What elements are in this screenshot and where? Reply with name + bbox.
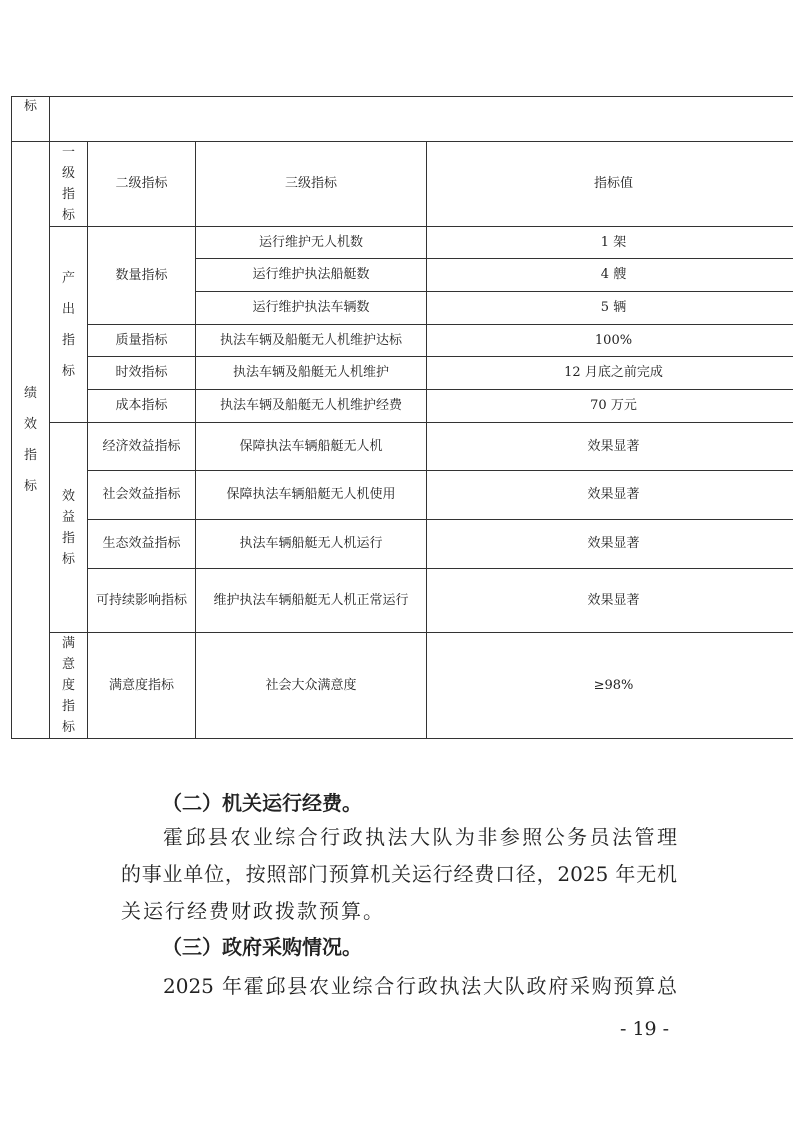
benefit-label-cell: 效益指标 <box>50 423 88 633</box>
benefit-sub-label: 可持续影响指标 <box>88 569 196 633</box>
quality-label: 质量指标 <box>88 325 196 357</box>
indicator-value: ≥98% <box>427 633 793 739</box>
paragraph-line: 霍邱县农业综合行政执法大队为非参照公务员法管理 <box>163 825 677 849</box>
benefit-sub-label: 社会效益指标 <box>88 471 196 520</box>
top-row-content <box>50 97 793 142</box>
satisfaction-label-cell: 满意度指标 <box>50 633 88 739</box>
satisfaction-sub-label: 满意度指标 <box>88 633 196 739</box>
indicator-name: 运行维护无人机数 <box>196 227 427 259</box>
performance-indicator-table <box>11 96 793 739</box>
section-heading: （二）机关运行经费。 <box>162 791 362 815</box>
indicator-name: 保障执法车辆船艇无人机使用 <box>196 471 427 520</box>
benefit-sub-label: 经济效益指标 <box>88 423 196 471</box>
indicator-name: 执法车辆及船艇无人机维护 <box>196 357 427 390</box>
indicator-value: 效果显著 <box>427 471 793 520</box>
indicator-value: 70 万元 <box>427 390 793 423</box>
indicator-value: 效果显著 <box>427 520 793 569</box>
top-row-label: 标 <box>12 97 50 142</box>
paragraph-line: 2025 年霍邱县农业综合行政执法大队政府采购预算总 <box>163 974 677 998</box>
indicator-value: 100% <box>427 325 793 357</box>
header-value: 指标值 <box>427 142 793 227</box>
indicator-value: 5 辆 <box>427 292 793 325</box>
indicator-name: 运行维护执法船艇数 <box>196 259 427 292</box>
output-label-cell: 产出指标 <box>50 227 88 423</box>
indicator-value: 1 架 <box>427 227 793 259</box>
indicator-name: 执法车辆船艇无人机运行 <box>196 520 427 569</box>
quantity-label: 数量指标 <box>88 227 196 325</box>
group-label-cell <box>12 142 50 739</box>
page-number: - 19 - <box>620 1018 670 1040</box>
group-label: 绩效指标 <box>24 386 38 494</box>
header-level2: 二级指标 <box>88 142 196 227</box>
indicator-name: 执法车辆及船艇无人机维护经费 <box>196 390 427 423</box>
indicator-value: 效果显著 <box>427 569 793 633</box>
indicator-name: 社会大众满意度 <box>196 633 427 739</box>
indicator-value: 12 月底之前完成 <box>427 357 793 390</box>
timeliness-label: 时效指标 <box>88 357 196 390</box>
section-heading: （三）政府采购情况。 <box>162 935 362 959</box>
indicator-name: 运行维护执法车辆数 <box>196 292 427 325</box>
cost-label: 成本指标 <box>88 390 196 423</box>
indicator-name: 保障执法车辆船艇无人机 <box>196 423 427 471</box>
paragraph-line: 关运行经费财政拨款预算。 <box>121 899 385 923</box>
indicator-name: 维护执法车辆船艇无人机正常运行 <box>196 569 427 633</box>
benefit-sub-label: 生态效益指标 <box>88 520 196 569</box>
header-level3: 三级指标 <box>196 142 427 227</box>
paragraph-line: 的事业单位，按照部门预算机关运行经费口径，2025 年无机 <box>121 862 677 886</box>
indicator-name: 执法车辆及船艇无人机维护达标 <box>196 325 427 357</box>
indicator-value: 4 艘 <box>427 259 793 292</box>
indicator-value: 效果显著 <box>427 423 793 471</box>
header-level1: 一级指标 <box>50 142 88 227</box>
